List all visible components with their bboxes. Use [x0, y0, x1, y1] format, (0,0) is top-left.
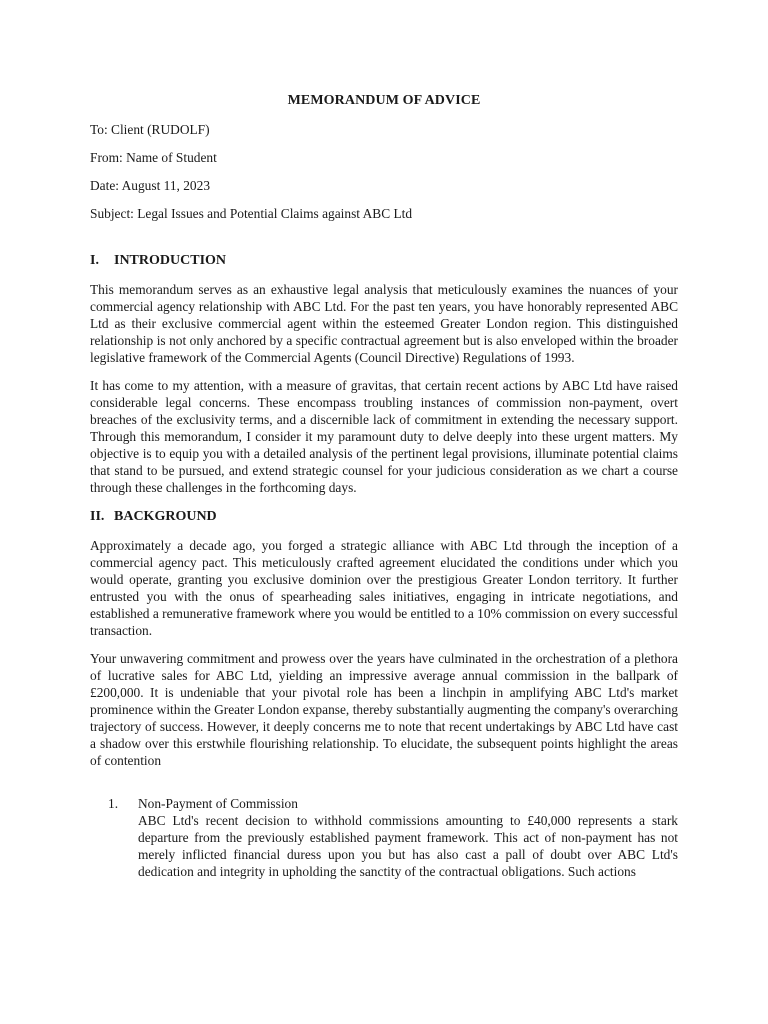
- list-item-title: Non-Payment of Commission: [138, 796, 298, 811]
- list-item-number: 1.: [108, 796, 119, 811]
- list-item-body: [138, 795, 678, 880]
- memo-from-line: From: Name of Student: [90, 150, 217, 165]
- section-title: INTRODUCTION: [114, 253, 227, 268]
- memo-subject-line: Subject: Legal Issues and Potential Claims against ABC Ltd: [90, 206, 413, 221]
- background-paragraph-2: Your unwavering commitment and prowess over the years have culminated in the orchestration of a plethora of lucrative sales for ABC Ltd, yielding an impressive average annual commission in the ballpark of £200,000. It is undeniable that your pivotal role has been a linchpin in amplifying ABC Ltd's market prominence within the Greater London expanse, thereby substantially augmenting the company's overarching trajectory of success. However, it deeply concerns me to note that recent undertakings by ABC Ltd have cast a shadow over this erstwhile flourishing relationship. To elucidate, the subsequent points highlight the areas of contention: [90, 651, 678, 768]
- list-item-text: ABC Ltd's recent decision to withhold commissions amounting to £40,000 represents a stark departure from the previously established payment framework. This act of non-payment has not merely inflicted financial duress upon you but has also cast a pall of doubt over ABC Ltd's dedication and integrity in upholding the sanctity of the contractual obligations. Such actions: [138, 813, 678, 879]
- memo-title: MEMORANDUM OF ADVICE: [287, 93, 481, 108]
- memo-body: [90, 92, 678, 880]
- memo-date-line: Date: August 11, 2023: [90, 178, 211, 193]
- section-heading-background: [90, 508, 678, 525]
- introduction-paragraph-2: It has come to my attention, with a measure of gravitas, that certain recent actions by ABC Ltd have raised considerable legal concerns. These encompass troubling instances of commission non-payment, overt breaches of the exclusivity terms, and a discernible lack of commitment in extending the necessary support. Through this memorandum, I consider it my paramount duty to delve deeply into these urgent matters. My objective is to equip you with a detailed analysis of the pertinent legal provisions, illuminate potential claims that stand to be pursued, and extend strategic counsel for your judicious consideration as we chart a course through these challenges in the forthcoming days.: [90, 378, 678, 495]
- section-heading-introduction: [90, 252, 678, 269]
- section-title: BACKGROUND: [114, 509, 217, 524]
- section-number: I.: [90, 253, 99, 268]
- memo-to-line: To: Client (RUDOLF): [90, 122, 210, 137]
- background-paragraph-1: Approximately a decade ago, you forged a strategic alliance with ABC Ltd through the inception of a commercial agency pact. This meticulously crafted agreement elucidated the conditions under which you would operate, granting you exclusive dominion over the prestigious Greater London territory. It further entrusted you with the onus of spearheading sales initiatives, engaging in intricate negotiations, and established a remunerative framework where you would be entitled to a 10% commission on every successful transaction.: [90, 538, 678, 638]
- list-item: [90, 795, 678, 880]
- section-number: II.: [90, 509, 105, 524]
- introduction-paragraph-1: This memorandum serves as an exhaustive legal analysis that meticulously examines the nuances of your commercial agency relationship with ABC Ltd. For the past ten years, you have honorably represented ABC Ltd as their exclusive commercial agent within the esteemed Greater London region. This distinguished relationship is not only anchored by a specific contractual agreement but is also enveloped within the broader legislative framework of the Commercial Agents (Council Directive) Regulations of 1993.: [90, 282, 678, 365]
